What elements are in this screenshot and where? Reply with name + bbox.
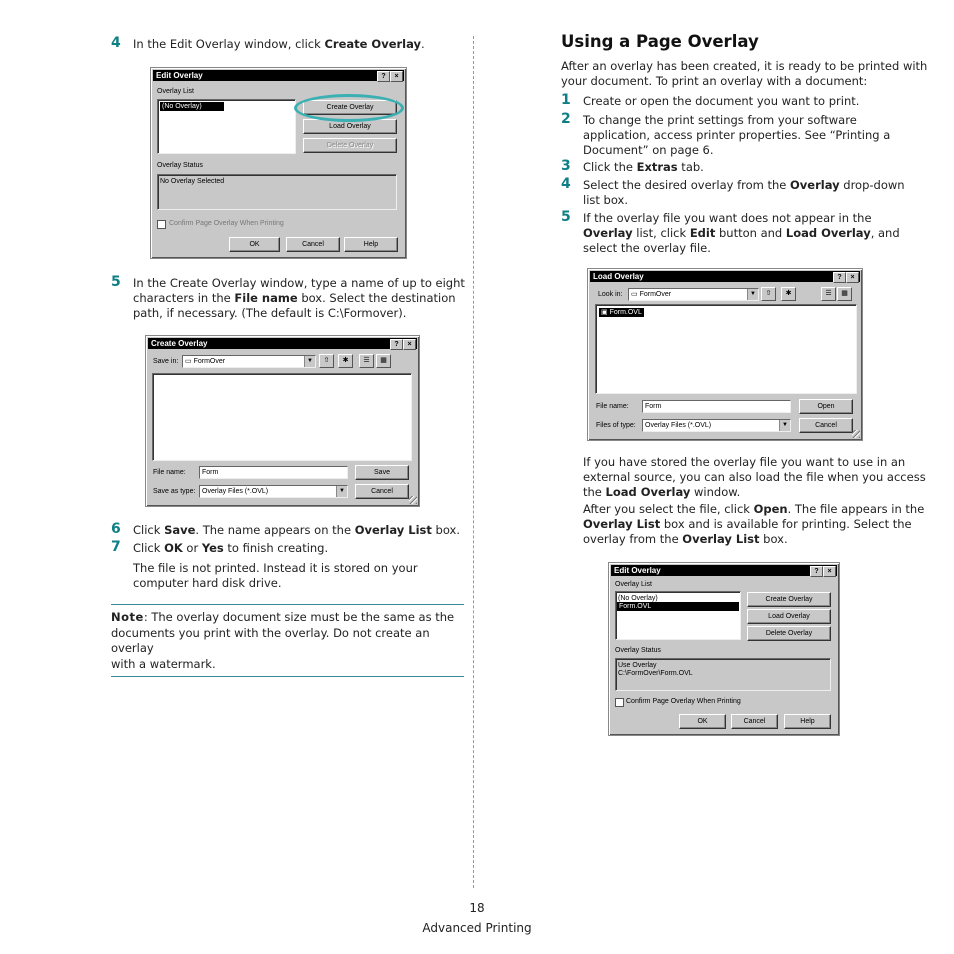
- text: box. Select the destination: [297, 291, 456, 305]
- text-line: In the Create Overlay window, type a name of up to eight: [133, 276, 465, 290]
- create-overlay-dialog: [145, 335, 420, 507]
- cancel-button[interactable]: Cancel: [731, 714, 778, 729]
- text: box.: [431, 523, 461, 537]
- file-name-input[interactable]: Form: [642, 400, 791, 413]
- text-line: [583, 502, 924, 517]
- text-line: documents you print with the overlay. Do not create an overlay: [111, 625, 430, 655]
- confirm-checkbox[interactable]: [157, 220, 166, 229]
- bold-text: Load Overlay: [785, 226, 871, 240]
- text: In the Edit Overlay window, click: [133, 37, 325, 51]
- save-type-dropdown[interactable]: Overlay Files (*.OVL): [202, 488, 269, 495]
- text: After you select the file, click: [583, 502, 754, 516]
- edit-overlay-dialog-loaded: [608, 562, 840, 736]
- help-icon[interactable]: ?: [377, 71, 390, 82]
- cancel-button[interactable]: Cancel: [799, 418, 853, 433]
- overlay-status-label: Overlay Status: [157, 162, 203, 169]
- text: drop-down: [839, 178, 905, 192]
- bold-text: Overlay List: [682, 532, 760, 546]
- text-line: [583, 178, 905, 193]
- intro-text: [561, 59, 927, 89]
- text-line: select the overlay file.: [583, 241, 711, 255]
- text: .: [421, 37, 425, 51]
- text-line: computer hard disk drive.: [133, 576, 282, 590]
- delete-overlay-button[interactable]: Delete Overlay: [303, 138, 397, 153]
- overlay-status-box: [615, 658, 831, 691]
- step-number: 4: [111, 35, 121, 51]
- overlay-list-label: Overlay List: [615, 581, 652, 588]
- step-number: 7: [111, 539, 121, 555]
- text: to finish creating.: [223, 541, 329, 555]
- note-box: [111, 604, 464, 677]
- step-6-text: [133, 523, 460, 538]
- step-5-text: [133, 276, 465, 321]
- step-7-subtext: [133, 561, 418, 591]
- up-folder-icon[interactable]: ⇧: [761, 287, 776, 301]
- close-icon[interactable]: ×: [823, 566, 836, 577]
- list-item[interactable]: (No Overlay): [618, 595, 658, 602]
- new-folder-icon[interactable]: ✱: [781, 287, 796, 301]
- save-in-dropdown[interactable]: [182, 355, 316, 368]
- title-bar: [611, 565, 837, 576]
- text-line: external source, you can also load the file when you access: [583, 470, 926, 484]
- text: box and is available for printing. Select the: [660, 517, 912, 531]
- load-overlay-button[interactable]: Load Overlay: [747, 609, 831, 624]
- section-title: Using a Page Overlay: [561, 32, 759, 51]
- folder-icon: ▭: [631, 291, 640, 298]
- files-type-label: Files of type:: [596, 422, 636, 429]
- text-line: application, access printer properties. See “Printing a: [583, 128, 891, 142]
- title-bar: [153, 70, 404, 81]
- title-bar: [148, 338, 417, 349]
- file-icon: ▣: [601, 309, 610, 316]
- help-button[interactable]: Help: [784, 714, 831, 729]
- cancel-button[interactable]: Cancel: [355, 484, 409, 499]
- look-in-label: Look in:: [598, 291, 623, 298]
- step-number: 1: [561, 92, 571, 108]
- new-folder-icon[interactable]: ✱: [338, 354, 353, 368]
- column-divider: [473, 36, 474, 888]
- help-icon[interactable]: ?: [810, 566, 823, 577]
- text: Click: [133, 523, 165, 537]
- step-number: 4: [561, 176, 571, 192]
- file-name-label: File name:: [596, 403, 629, 410]
- save-button[interactable]: Save: [355, 465, 409, 480]
- list-view-icon[interactable]: ☰: [821, 287, 836, 301]
- files-type-dropdown[interactable]: Overlay Files (*.OVL): [645, 422, 712, 429]
- chevron-down-icon: ▼: [304, 356, 315, 367]
- dialog-title: Edit Overlay: [156, 71, 203, 80]
- save-in-label: Save in:: [153, 358, 179, 365]
- step-number: 6: [111, 521, 121, 537]
- overlay-status-label: Overlay Status: [615, 647, 661, 654]
- step-3-text: [583, 160, 704, 175]
- load-overlay-dialog: [587, 268, 863, 441]
- close-icon[interactable]: ×: [390, 71, 403, 82]
- status-path: C:\FormOver\Form.OVL: [618, 670, 693, 677]
- bold-text: Extras: [636, 160, 678, 174]
- bold-text: Overlay: [583, 226, 633, 240]
- create-overlay-button[interactable]: Create Overlay: [303, 100, 397, 115]
- close-icon[interactable]: ×: [846, 272, 859, 283]
- load-overlay-button[interactable]: Load Overlay: [303, 119, 397, 134]
- footer-section: Advanced Printing: [422, 921, 532, 935]
- text: . The file appears in the: [787, 502, 925, 516]
- text: button and: [715, 226, 786, 240]
- step-2-text: [583, 113, 890, 158]
- note-label: Note: [111, 610, 144, 624]
- title-bar: [590, 271, 860, 282]
- load-paragraph: [583, 455, 926, 500]
- bold-text: Edit: [689, 226, 716, 240]
- text-line: To change the print settings from your software: [583, 113, 857, 127]
- help-icon[interactable]: ?: [833, 272, 846, 283]
- status-text: Use Overlay: [618, 662, 657, 669]
- overlay-list[interactable]: [157, 99, 296, 154]
- overlay-status-box: [157, 174, 397, 210]
- bold-text: Create Overlay: [324, 37, 422, 51]
- step-4-text: [133, 37, 425, 52]
- resize-grip[interactable]: [409, 496, 417, 504]
- text: or: [182, 541, 202, 555]
- step-number: 5: [111, 274, 121, 290]
- text: box.: [759, 532, 788, 546]
- list-item[interactable]: (No Overlay): [160, 102, 224, 111]
- bold-text: Overlay List: [583, 517, 661, 531]
- dropdown-value: FormOver: [193, 358, 226, 365]
- list-item[interactable]: [599, 308, 644, 317]
- text-line: [583, 532, 924, 547]
- ok-button[interactable]: OK: [229, 237, 280, 252]
- list-view-icon[interactable]: ☰: [359, 354, 374, 368]
- text: . The name appears on the: [195, 523, 355, 537]
- help-icon[interactable]: ?: [390, 339, 403, 350]
- text: Click the: [583, 160, 637, 174]
- step-number: 5: [561, 209, 571, 225]
- overlay-list[interactable]: [615, 591, 741, 640]
- help-button[interactable]: Help: [344, 237, 398, 252]
- step-number: 2: [561, 111, 571, 127]
- text-line: [583, 517, 924, 532]
- text: : The overlay document size must be the same as the: [143, 610, 455, 624]
- text-line: with a watermark.: [111, 656, 216, 671]
- text: characters in the: [133, 291, 235, 305]
- text-line: [111, 610, 464, 626]
- dropdown-value: FormOver: [639, 291, 672, 298]
- status-text: No Overlay Selected: [160, 178, 225, 185]
- bold-text: Yes: [201, 541, 224, 555]
- text-line: If you have stored the overlay file you want to use in an: [583, 455, 906, 469]
- text: list, click: [632, 226, 690, 240]
- text-line: Document” on page 6.: [583, 143, 714, 157]
- text-line: The file is not printed. Instead it is stored on your: [133, 561, 418, 575]
- file-list[interactable]: [595, 304, 857, 394]
- text-line: your document. To print an overlay with a document:: [561, 74, 868, 88]
- step-5-text: [583, 211, 900, 256]
- bold-text: Load Overlay: [605, 485, 691, 499]
- look-in-dropdown[interactable]: [628, 288, 759, 301]
- bold-text: File name: [234, 291, 298, 305]
- save-type-label: Save as type:: [153, 488, 196, 495]
- bold-text: Overlay List: [354, 523, 432, 537]
- confirm-label: Confirm Page Overlay When Printing: [626, 698, 741, 705]
- select-paragraph: [583, 502, 924, 547]
- text-line: list box.: [583, 193, 628, 207]
- bold-text: Open: [753, 502, 788, 516]
- step-1-text: Create or open the document you want to print.: [583, 94, 860, 108]
- text: , and: [870, 226, 900, 240]
- dialog-title: Load Overlay: [593, 272, 644, 281]
- overlay-list-label: Overlay List: [157, 88, 194, 95]
- step-7-text: [133, 541, 328, 556]
- step-4-text: [583, 178, 905, 208]
- file-name-input[interactable]: Form: [199, 466, 348, 479]
- highlight-ring: [294, 94, 404, 122]
- text: Click: [133, 541, 165, 555]
- close-icon[interactable]: ×: [403, 339, 416, 350]
- folder-icon: ▭: [185, 358, 194, 365]
- confirm-checkbox[interactable]: [615, 698, 624, 707]
- dialog-title: Edit Overlay: [614, 566, 661, 575]
- resize-grip[interactable]: [852, 430, 860, 438]
- bold-text: OK: [164, 541, 183, 555]
- up-folder-icon[interactable]: ⇧: [319, 354, 334, 368]
- text: overlay from the: [583, 532, 683, 546]
- text: tab.: [677, 160, 704, 174]
- text-line: After an overlay has been created, it is ready to be printed with: [561, 59, 928, 73]
- page-number: 18: [469, 901, 485, 915]
- file-name: Form.OVL: [609, 309, 642, 316]
- cancel-button[interactable]: Cancel: [286, 237, 340, 252]
- text: the: [583, 485, 606, 499]
- ok-button[interactable]: OK: [679, 714, 726, 729]
- confirm-label: Confirm Page Overlay When Printing: [169, 220, 284, 227]
- dialog-title: Create Overlay: [151, 339, 208, 348]
- text-line: [583, 485, 926, 500]
- create-overlay-button[interactable]: Create Overlay: [747, 592, 831, 607]
- bold-text: Overlay: [790, 178, 840, 192]
- details-view-icon[interactable]: ▦: [376, 354, 391, 368]
- step-number: 3: [561, 158, 571, 174]
- text-line: If the overlay file you want does not appear in the: [583, 211, 872, 225]
- file-name-label: File name:: [153, 469, 186, 476]
- text: Select the desired overlay from the: [583, 178, 791, 192]
- bold-text: Save: [164, 523, 196, 537]
- text-line: path, if necessary. (The default is C:\Formover).: [133, 306, 407, 320]
- chevron-down-icon: ▼: [747, 289, 758, 300]
- open-button[interactable]: Open: [799, 399, 853, 414]
- file-list[interactable]: [152, 373, 412, 461]
- details-view-icon[interactable]: ▦: [837, 287, 852, 301]
- chevron-down-icon: ▼: [779, 420, 790, 431]
- text-line: [133, 291, 465, 306]
- text: window.: [690, 485, 741, 499]
- chevron-down-icon: ▼: [336, 486, 347, 497]
- delete-overlay-button[interactable]: Delete Overlay: [747, 626, 831, 641]
- list-item-selected[interactable]: Form.OVL: [617, 602, 739, 611]
- text-line: [583, 226, 900, 241]
